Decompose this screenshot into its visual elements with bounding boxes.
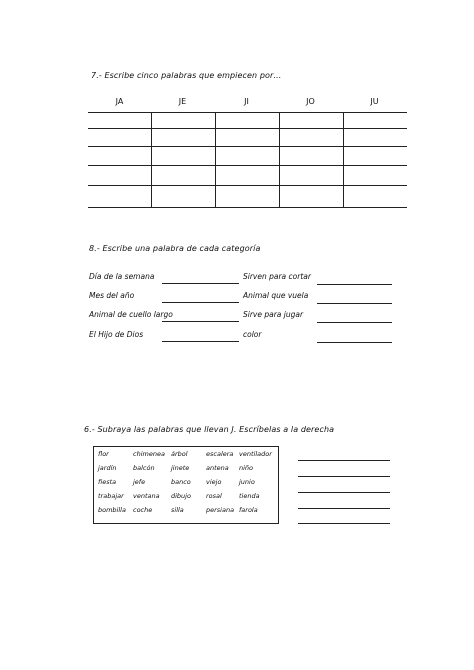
table-divider — [343, 112, 344, 208]
answer-blank[interactable] — [317, 342, 392, 343]
answer-blank[interactable] — [317, 284, 392, 285]
word[interactable]: jefe — [133, 478, 146, 486]
category-label: Animal de cuello largo — [89, 310, 173, 319]
word[interactable]: ventana — [133, 492, 160, 500]
table-line — [88, 207, 407, 208]
category-label: Día de la semana — [89, 272, 155, 281]
syllable-table — [88, 96, 407, 208]
category-label: Mes del año — [89, 291, 135, 300]
word[interactable]: farola — [239, 506, 258, 514]
word[interactable]: ventilador — [239, 450, 272, 458]
answer-blank[interactable] — [162, 341, 239, 342]
header-jo: JO — [306, 97, 315, 106]
word-box — [93, 446, 279, 524]
word[interactable]: junio — [239, 478, 255, 486]
word[interactable]: escalera — [206, 450, 234, 458]
word[interactable]: fiesta — [98, 478, 117, 486]
answer-blank[interactable] — [162, 321, 239, 322]
header-je: JE — [178, 97, 187, 106]
answer-blank[interactable] — [298, 476, 390, 477]
answer-blank[interactable] — [162, 283, 239, 284]
header-ji: JI — [244, 97, 249, 106]
word[interactable]: tienda — [239, 492, 260, 500]
word[interactable]: balcón — [133, 464, 155, 472]
answer-blank[interactable] — [298, 460, 390, 461]
word[interactable]: banco — [171, 478, 191, 486]
category-label: Sirven para cortar — [243, 272, 311, 281]
word[interactable]: jinete — [171, 464, 190, 472]
word[interactable]: rosal — [206, 492, 222, 500]
word[interactable]: jardín — [98, 464, 117, 472]
exercise-6-title: 6.- Subraya las palabras que llevan J. Escríbelas a la derecha — [84, 425, 335, 434]
word[interactable]: silla — [171, 506, 184, 514]
category-label: Sirve para jugar — [243, 310, 304, 319]
answer-blank[interactable] — [298, 508, 390, 509]
word[interactable]: dibujo — [171, 492, 191, 500]
table-line — [88, 112, 407, 113]
word[interactable]: persiana — [206, 506, 235, 514]
table-line — [88, 165, 407, 166]
table-line — [88, 185, 407, 186]
word[interactable]: niño — [239, 464, 254, 472]
category-label: color — [243, 330, 262, 339]
category-label: El Hijo de Dios — [89, 330, 144, 339]
word[interactable]: trabajar — [98, 492, 124, 500]
table-line — [88, 146, 407, 147]
word[interactable]: flor — [98, 450, 109, 458]
category-label: Animal que vuela — [243, 291, 309, 300]
word[interactable]: árbol — [171, 450, 188, 458]
word[interactable]: bombilla — [98, 506, 126, 514]
exercise-7-title: 7.- Escribe cinco palabras que empiecen por… — [91, 71, 282, 80]
answer-blank[interactable] — [317, 322, 392, 323]
table-divider — [279, 112, 280, 208]
answer-blank[interactable] — [162, 302, 239, 303]
answer-blank[interactable] — [298, 523, 390, 524]
word[interactable]: chimenea — [133, 450, 165, 458]
table-divider — [151, 112, 152, 208]
table-divider — [215, 112, 216, 208]
answer-blank[interactable] — [317, 303, 392, 304]
word[interactable]: viejo — [206, 478, 222, 486]
word[interactable]: antena — [206, 464, 229, 472]
table-line — [88, 128, 407, 129]
header-ju: JU — [370, 97, 379, 106]
answer-blank[interactable] — [298, 492, 390, 493]
header-ja: JA — [115, 97, 124, 106]
word[interactable]: coche — [133, 506, 153, 514]
exercise-8-title: 8.- Escribe una palabra de cada categoría — [89, 244, 261, 253]
